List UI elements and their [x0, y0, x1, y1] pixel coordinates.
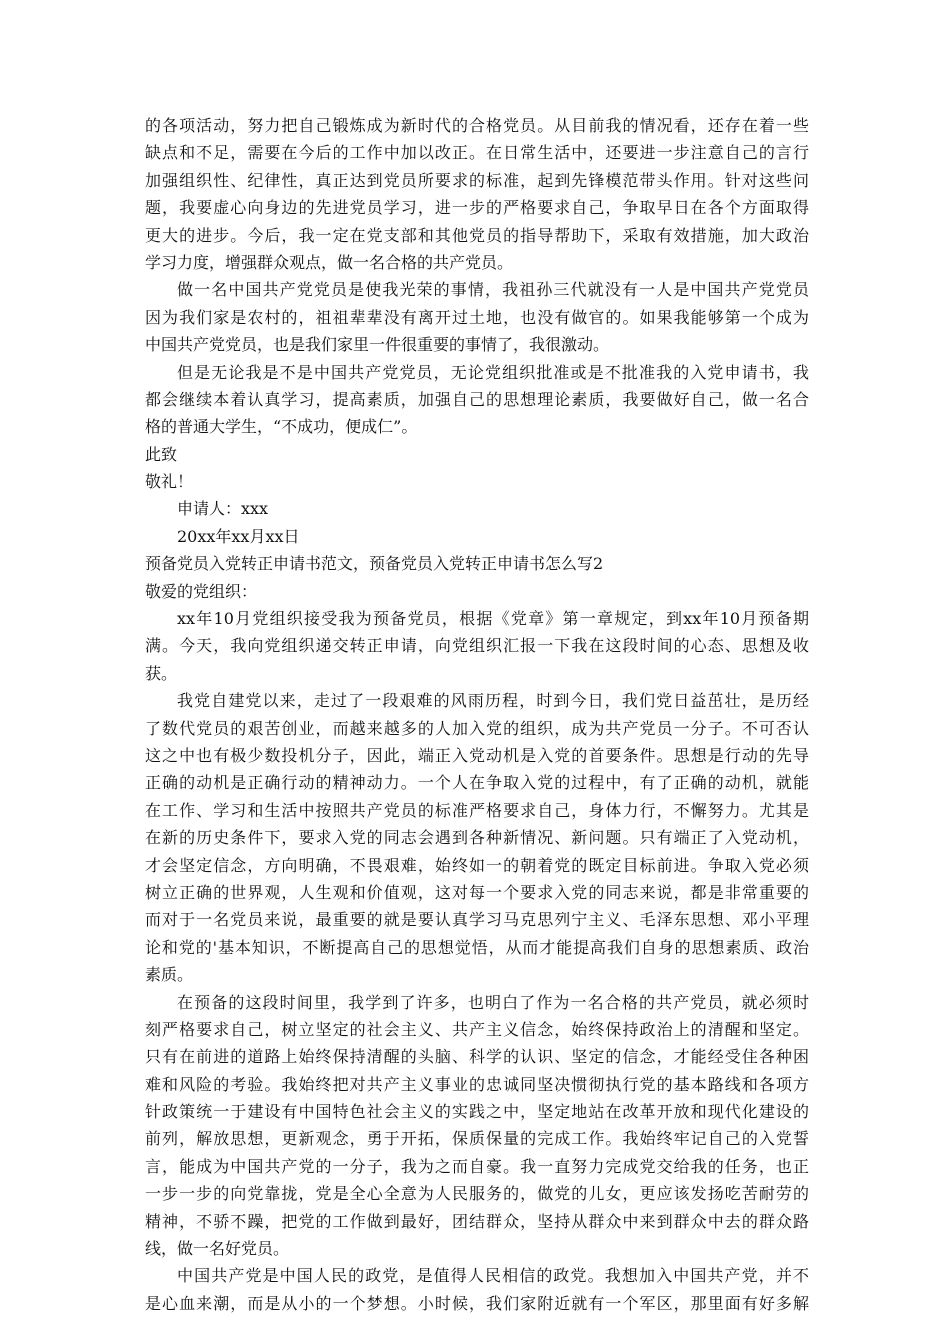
text-line: 中国共产党党员，也是我们家里一件很重要的事情了，我很激动。 [145, 335, 610, 355]
text-line: 20xx年xx月xx日 [177, 526, 300, 546]
text-line: 加强组织性、纪律性，真正达到党员所要求的标准，起到先锋模范带头作用。针对这些问 [145, 170, 809, 190]
text-line: 更大的进步。今后，我一定在党支部和其他党员的指导帮助下，采取有效措施，加大政治 [145, 225, 809, 245]
text-line: 敬礼！ [145, 472, 194, 492]
text-line: 都会继续本着认真学习，提高素质，加强自己的思想理论素质，我要做好自己，做一名合 [145, 389, 809, 409]
text-line: 前列，解放思想，更新观念，勇于开拓，保质保量的完成工作。我始终牢记自己的入党誓 [145, 1129, 809, 1149]
text-line: 格的普通大学生，“不成功，便成仁”。 [145, 417, 418, 437]
text-line: 但是无论我是不是中国共产党党员，无论党组织批准或是不批准我的入党申请书，我 [177, 362, 809, 382]
text-line: 是心血来潮，而是从小的一个梦想。小时候，我们家附近就有一个军区，那里面有好多解 [145, 1293, 809, 1313]
text-line: 才会坚定信念，方向明确，不畏艰难，始终如一的朝着党的既定目标前进。争取入党必须 [145, 855, 809, 875]
text-line: 敬爱的党组织： [145, 581, 258, 601]
text-line: 在新的历史条件下，要求入党的同志会遇到各种新情况、新问题。只有端正了入党动机， [145, 828, 809, 848]
text-line: 了数代党员的艰苦创业，而越来越多的人加入党的组织，成为共产党员一分子。不可否认 [145, 718, 809, 738]
text-line: 学习力度，增强群众观点，做一名合格的共产党员。 [145, 252, 514, 272]
document-page [145, 112, 809, 1317]
text-line: 在工作、学习和生活中按照共产党员的标准严格要求自己，身体力行，不懈努力。尤其是 [145, 800, 809, 820]
text-line: 线，做一名好党员。 [145, 1239, 290, 1259]
text-line: 题，我要虚心向身边的先进党员学习，进一步的严格要求自己，争取早日在各个方面取得 [145, 198, 809, 218]
text-line: 一步一步的向党靠拢，党是全心全意为人民服务的，做党的儿女，更应该发扬吃苦耐劳的 [145, 1184, 809, 1204]
text-line: xx年10月党组织接受我为预备党员，根据《党章》第一章规定，到xx年10月预备期 [177, 609, 809, 629]
text-line: 这之中也有极少数投机分子，因此，端正入党动机是入党的首要条件。思想是行动的先导 [145, 745, 809, 765]
text-line: 正确的动机是正确行动的精神动力。一个人在争取入党的过程中，有了正确的动机，就能 [145, 773, 809, 793]
text-line: 而对于一名党员来说，最重要的就是要认真学习马克思列宁主义、毛泽东思想、邓小平理 [145, 910, 809, 930]
text-line: 精神，不骄不躁，把党的工作做到最好，团结群众，坚持从群众中来到群众中去的群众路 [145, 1211, 809, 1231]
text-line: 中国共产党是中国人民的政党，是值得人民相信的政党。我想加入中国共产党，并不 [177, 1266, 809, 1286]
text-line: 预备党员入党转正申请书范文，预备党员入党转正申请书怎么写2 [145, 554, 604, 574]
text-line: 此致 [145, 444, 178, 464]
text-line: 申请人：xxx [177, 499, 269, 519]
text-line: 论和党的'基本知识，不断提高自己的思想觉悟，从而才能提高我们自身的思想素质、政治 [145, 937, 809, 957]
text-line: 我党自建党以来，走过了一段艰难的风雨历程，时到今日，我们党日益茁壮，是历经 [177, 691, 809, 711]
text-line: 获。 [145, 663, 178, 683]
text-line: 缺点和不足，需要在今后的工作中加以改正。在日常生活中，还要进一步注意自己的言行 [145, 143, 809, 163]
text-line: 针政策统一于建设有中国特色社会主义的实践之中，坚定地站在改革开放和现代化建设的 [145, 1102, 809, 1122]
text-line: 言，能成为中国共产党的一分子，我为之而自豪。我一直努力完成党交给我的任务，也正 [145, 1156, 809, 1176]
text-line: 难和风险的考验。我始终把对共产主义事业的忠诚同坚决惯彻执行党的基本路线和各项方 [145, 1074, 809, 1094]
text-line: 刻严格要求自己，树立坚定的社会主义、共产主义信念，始终保持政治上的清醒和坚定。 [145, 1019, 809, 1039]
text-line: 只有在前进的道路上始终保持清醒的头脑、科学的认识、坚定的信念，才能经受住各种困 [145, 1047, 809, 1067]
text-line: 做一名中国共产党党员是使我光荣的事情，我祖孙三代就没有一人是中国共产党党员 [177, 280, 809, 300]
text-line: 树立正确的世界观，人生观和价值观，这对每一个要求入党的同志来说，都是非常重要的 [145, 882, 809, 902]
text-line: 因为我们家是农村的，祖祖辈辈没有离开过土地，也没有做官的。如果我能够第一个成为 [145, 307, 809, 327]
text-line: 的各项活动，努力把自己锻炼成为新时代的合格党员。从目前我的情况看，还存在着一些 [145, 116, 809, 135]
text-line: 满。今天，我向党组织递交转正申请，向党组织汇报一下我在这段时间的心态、思想及收 [145, 636, 809, 656]
text-line: 在预备的这段时间里，我学到了许多，也明白了作为一名合格的共产党员，就必须时 [177, 992, 809, 1012]
text-line: 素质。 [145, 965, 194, 985]
